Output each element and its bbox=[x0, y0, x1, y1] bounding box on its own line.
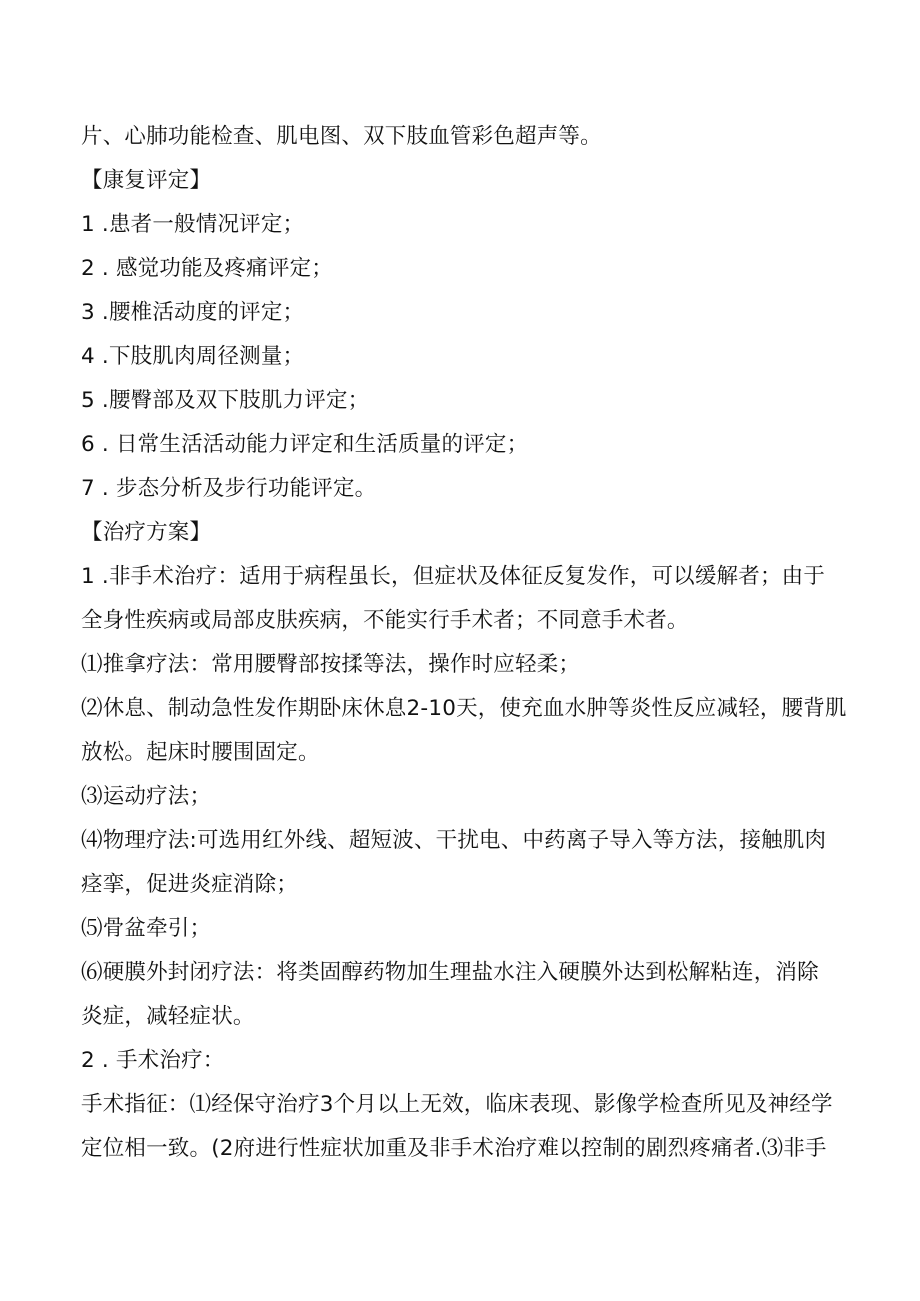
text-line: 痉挛，促进炎症消除； bbox=[81, 872, 299, 897]
text-line: 片、心肺功能检查、肌电图、双下肢血管彩色超声等。 bbox=[81, 124, 602, 149]
list-item: 7 . 步态分析及步行功能评定。 bbox=[81, 476, 377, 501]
list-item: ⑵休息、制动急性发作期卧床休息2-10天，使充血水肿等炎性反应减轻，腰背肌 bbox=[81, 696, 847, 721]
list-item: 3 .腰椎活动度的评定； bbox=[81, 300, 305, 325]
list-item: 5 .腰臀部及双下肢肌力评定； bbox=[81, 388, 370, 413]
text-line: 放松。起床时腰围固定。 bbox=[81, 740, 320, 765]
list-item: ⑶运动疗法； bbox=[81, 784, 212, 809]
text-line: 全身性疾病或局部皮肤疾病，不能实行手术者；不同意手术者。 bbox=[81, 608, 689, 633]
list-item: ⑷物理疗法:可选用红外线、超短波、干扰电、中药离子导入等方法，接触肌肉 bbox=[81, 828, 827, 853]
list-item: 4 .下肢肌肉周径测量； bbox=[81, 344, 305, 369]
list-item: ⑹硬膜外封闭疗法：将类固醇药物加生理盐水注入硬膜外达到松解粘连，消除 bbox=[81, 960, 819, 985]
text-line: 手术指征：⑴经保守治疗3个月以上无效，临床表现、影像学检查所见及神经学 bbox=[81, 1092, 833, 1117]
section-heading-treatment-plan: 【治疗方案】 bbox=[81, 520, 212, 545]
list-item: ⑸骨盆牵引； bbox=[81, 916, 212, 941]
list-item: ⑴推拿疗法：常用腰臀部按揉等法，操作时应轻柔； bbox=[81, 652, 581, 677]
list-item: 1 .非手术治疗：适用于病程虽长，但症状及体征反复发作，可以缓解者；由于 bbox=[81, 564, 826, 589]
section-heading-rehab-assessment: 【康复评定】 bbox=[81, 168, 212, 193]
list-item: 1 .患者一般情况评定； bbox=[81, 212, 305, 237]
list-item: 2 . 感觉功能及疼痛评定； bbox=[81, 256, 333, 281]
text-line: 定位相一致。(2府进行性症状加重及非手术治疗难以控制的剧烈疼痛者.⑶非手 bbox=[81, 1136, 827, 1161]
document-body bbox=[81, 115, 851, 1171]
list-item: 6 . 日常生活活动能力评定和生活质量的评定； bbox=[81, 432, 529, 457]
list-item: 2 . 手术治疗： bbox=[81, 1048, 225, 1073]
text-line: 炎症，减轻症状。 bbox=[81, 1004, 255, 1029]
